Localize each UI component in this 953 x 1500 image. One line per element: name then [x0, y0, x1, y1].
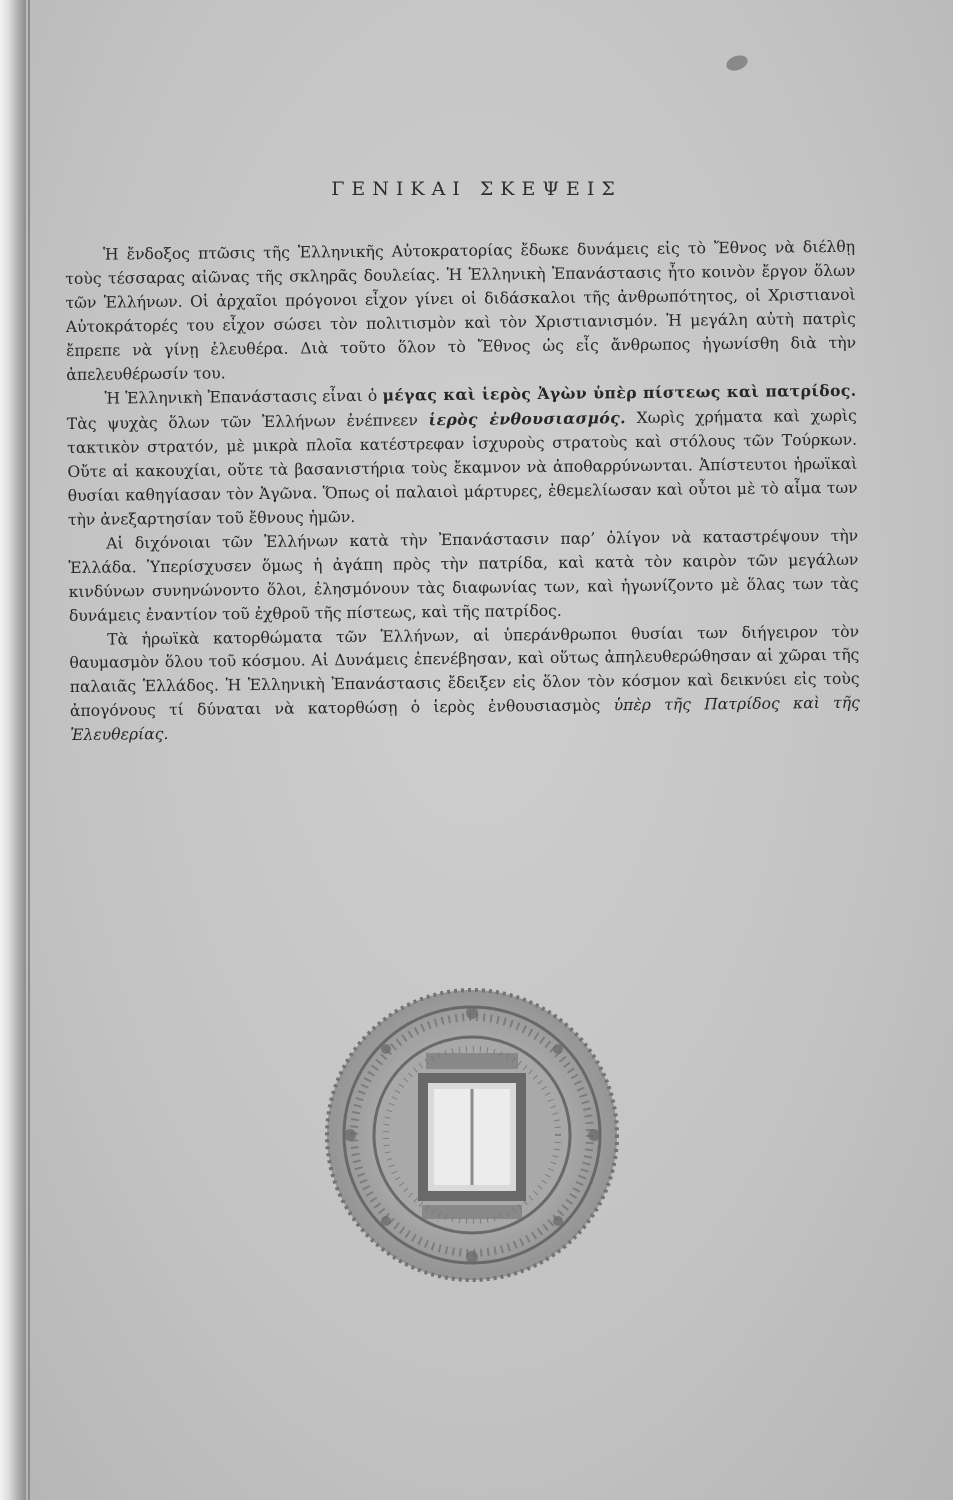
page-spine	[0, 0, 26, 1500]
body-text	[65, 236, 860, 748]
paragraph-4	[69, 620, 860, 748]
ink-blot	[724, 53, 749, 74]
emphasis-enthusiasm: ἱερὸς ἐνθουσιασμός.	[428, 408, 626, 430]
paragraph-4-part-1: Τὰ ἡρωϊκὰ κατορθώματα τῶν Ἑλλήνων, αἱ ὑπεράνθρωποι θυσίαι των διήγειρον τὸν θαυμασμὸν ὅλου τοῦ κόσμου. Αἱ Δυνάμεις ἐπενέβησαν, καὶ οὕτως ἀπηλευθερώθησαν αἱ χῶραι τῆς παλαιᾶς Ἑλλάδος. Ἡ Ἑλληνικὴ Ἐπανάστασις ἔδειξεν εἰς ὅλον τὸν κόσμον καὶ δεικνύει εἰς τοὺς ἀπογόνους τί δύναται νὰ κατορθώσῃ ὁ ἱερὸς ἐνθουσιασμὸς	[69, 622, 860, 721]
paragraph-1: Ἡ ἔνδοξος πτῶσις τῆς Ἑλληνικῆς Αὐτοκρατορίας ἔδωκε δυνάμεις εἰς τὸ Ἔθνος νὰ διέλθῃ τοὺς τέσσαρας αἰῶνας τῆς σκληρᾶς δουλείας. Ἡ Ἑλληνικὴ Ἐπανάστασις ἦτο κοινὸν ἔργον ὅλων τῶν Ἑλλήνων. Οἱ ἀρχαῖοι πρόγονοι εἶχον γίνει οἱ διδάσκαλοι τῆς ἀνθρωπότητος, οἱ Χριστιανοὶ Αὐτοκράτορές του εἶχον σώσει τὸν πολιτισμὸν καὶ τὸν Χριστιανισμόν. Ἡ μεγάλη αὐτὴ πατρὶς ἔπρεπε νὰ γίνῃ ἐλευθέρα. Διὰ τοῦτο ὅλον τὸ Ἔθνος ὡς εἷς ἄνθρωπος ἠγωνίσθη διὰ τὴν ἀπελευθέρωσίν του.	[65, 237, 857, 384]
paragraph-2-part-2: Τὰς ψυχὰς ὅλων τῶν Ἑλλήνων ἐνέπνεεν	[66, 411, 419, 434]
paragraph-2-part-1: Ἡ Ἑλληνικὴ Ἐπανάστασις εἶναι ὁ	[104, 387, 378, 409]
paragraph-2	[67, 379, 858, 533]
paragraph-2-part-3: Χωρὶς χρήματα καὶ χωρὶς τακτικὸν στρατόν, μὲ μικρὰ πλοῖα κατέστρεφαν ἰσχυροὺς στρατοὺς καὶ στόλους τῶν Τούρκων. Οὔτε αἱ κακουχίαι, οὔτε τὰ βασανιστήρια τοὺς ἔκαμνον νὰ ἀποθαρρύνωνται. Ἀπίστευτοι ἡρωϊκαὶ θυσίαι καθηγίασαν τὸν Ἀγῶνα. Ὅπως οἱ παλαιοὶ μάρτυρες, ἐθεμελίωσαν καὶ οὗτοι μὲ τὸ αἷμα των τὴν ἀνεξαρτησίαν τοῦ ἔθνους ἡμῶν.	[67, 407, 858, 529]
paragraph-3: Αἱ διχόνοιαι τῶν Ἑλλήνων κατὰ τὴν Ἐπανάστασιν παρ’ ὀλίγον νὰ καταστρέψουν τὴν Ἑλλάδα. Ὑπερίσχυσεν ὅμως ἡ ἀγάπη πρὸς τὴν πατρίδα, καὶ κατὰ τὸν καιρὸν τῶν μεγάλων κινδύνων συνηνώνοντο ὅλοι, ἐλησμόνουν τὰς διαφωνίας των, καὶ ἠγωνίζοντο μὲ ὅλας των τὰς δυνάμεις ἐναντίον τοῦ ἐχθροῦ τῆς πίστεως, καὶ τῆς πατρίδος.	[68, 526, 859, 625]
emphasis-homeland-liberty: ὑπὲρ τῆς Πατρίδος καὶ τῆς Ἐλευθερίας.	[70, 693, 860, 745]
spine-shadow	[28, 0, 30, 1500]
emphasis-struggle: μέγας καὶ ἱερὸς Ἀγὼν ὑπὲρ πίστεως καὶ πατρίδος.	[382, 381, 857, 406]
seal-emblem-icon	[322, 985, 622, 1285]
page-title: ΓΕΝΙΚΑΙ ΣΚΕΨΕΙΣ	[331, 178, 622, 200]
